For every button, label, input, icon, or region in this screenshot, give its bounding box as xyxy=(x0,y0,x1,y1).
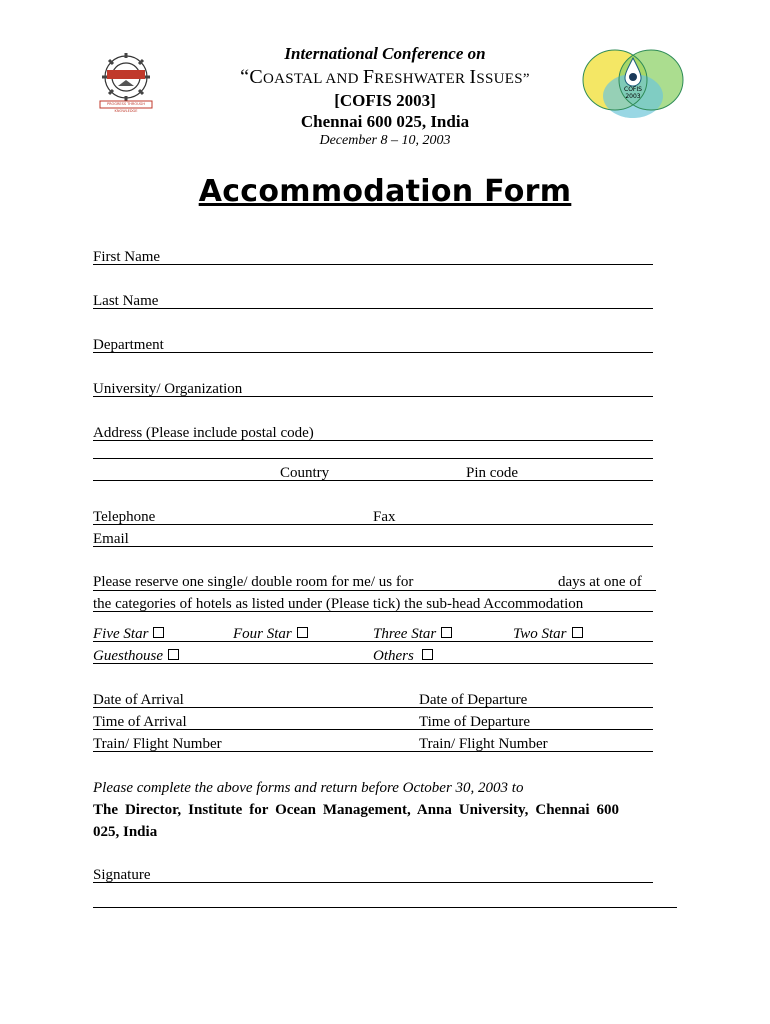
conference-acronym: [COFIS 2003] xyxy=(334,91,436,110)
return-note: Please complete the above forms and return before October 30, 2003 to xyxy=(93,780,524,796)
train-arrival-label: Train/ Flight Number xyxy=(93,736,222,752)
date-arrival-label: Date of Arrival xyxy=(93,692,184,708)
checkbox-five-star[interactable] xyxy=(153,627,164,638)
conference-dates: December 8 – 10, 2003 xyxy=(319,133,451,148)
category-label: Four Star xyxy=(233,626,292,642)
cofis-logo-text: COFIS 2003 xyxy=(624,86,642,100)
reserve-text-c: the categories of hotels as listed under (Please tick) the sub-head Accommodation xyxy=(93,596,584,612)
last-name-label: Last Name xyxy=(93,293,159,309)
category-label: Three Star xyxy=(373,626,437,642)
title-part: RESHWATER xyxy=(374,71,470,87)
address-field-line2[interactable] xyxy=(93,458,653,459)
director-address-line1: The Director, Institute for Ocean Management, Anna University, Chennai 600 xyxy=(93,802,620,818)
checkbox-others[interactable] xyxy=(422,649,433,660)
first-name-label: First Name xyxy=(93,249,161,265)
date-departure-label: Date of Departure xyxy=(419,692,528,708)
train-field[interactable] xyxy=(93,751,653,752)
address-field-line1[interactable] xyxy=(93,440,653,441)
checkbox-guesthouse[interactable] xyxy=(168,649,179,660)
category-label: Two Star xyxy=(513,626,567,642)
form-title: Accommodation Form xyxy=(198,174,572,209)
pin-code-label: Pin code xyxy=(466,465,519,481)
conference-location: Chennai 600 025, India xyxy=(300,112,470,131)
organization-field[interactable] xyxy=(93,396,653,397)
category-label: Guesthouse xyxy=(93,648,163,664)
reserve-underline xyxy=(93,611,653,612)
categories-underline-2 xyxy=(93,663,653,664)
director-address-line2: 025, India xyxy=(93,824,158,840)
time-field[interactable] xyxy=(93,729,653,730)
reserve-text-b: days at one of xyxy=(558,574,642,590)
time-arrival-label: Time of Arrival xyxy=(93,714,187,730)
email-field[interactable] xyxy=(93,546,653,547)
logo-caption: PROGRESS THROUGH KNOWLEDGE xyxy=(106,102,146,113)
categories-underline-1 xyxy=(93,641,653,642)
category-label: Others xyxy=(373,648,414,664)
title-part: SSUES” xyxy=(476,71,530,87)
telephone-fax-field[interactable] xyxy=(93,524,653,525)
email-label: Email xyxy=(93,531,129,547)
last-name-field[interactable] xyxy=(93,308,653,309)
organization-label: University/ Organization xyxy=(93,381,243,397)
title-part: F xyxy=(362,66,375,88)
date-field[interactable] xyxy=(93,707,653,708)
signature-field[interactable] xyxy=(93,882,653,883)
checkbox-three-star[interactable] xyxy=(441,627,452,638)
conference-intro: International Conference on xyxy=(284,44,486,63)
train-departure-label: Train/ Flight Number xyxy=(419,736,548,752)
department-label: Department xyxy=(93,337,164,353)
conference-title xyxy=(0,66,770,89)
telephone-label: Telephone xyxy=(93,509,156,525)
bottom-rule xyxy=(93,907,677,908)
time-departure-label: Time of Departure xyxy=(419,714,531,730)
title-part: OASTAL AND xyxy=(262,71,363,87)
fax-label: Fax xyxy=(373,509,396,525)
first-name-field[interactable] xyxy=(93,264,653,265)
reserve-days-field[interactable] xyxy=(93,590,656,591)
checkbox-four-star[interactable] xyxy=(297,627,308,638)
department-field[interactable] xyxy=(93,352,653,353)
country-label: Country xyxy=(280,465,330,481)
checkbox-two-star[interactable] xyxy=(572,627,583,638)
reserve-text-a: Please reserve one single/ double room for me/ us for xyxy=(93,574,414,590)
country-pin-field[interactable] xyxy=(93,480,653,481)
title-part: I xyxy=(469,66,477,88)
category-label: Five Star xyxy=(93,626,149,642)
signature-label: Signature xyxy=(93,867,151,883)
title-part: “C xyxy=(240,66,263,88)
address-label: Address (Please include postal code) xyxy=(93,425,314,441)
